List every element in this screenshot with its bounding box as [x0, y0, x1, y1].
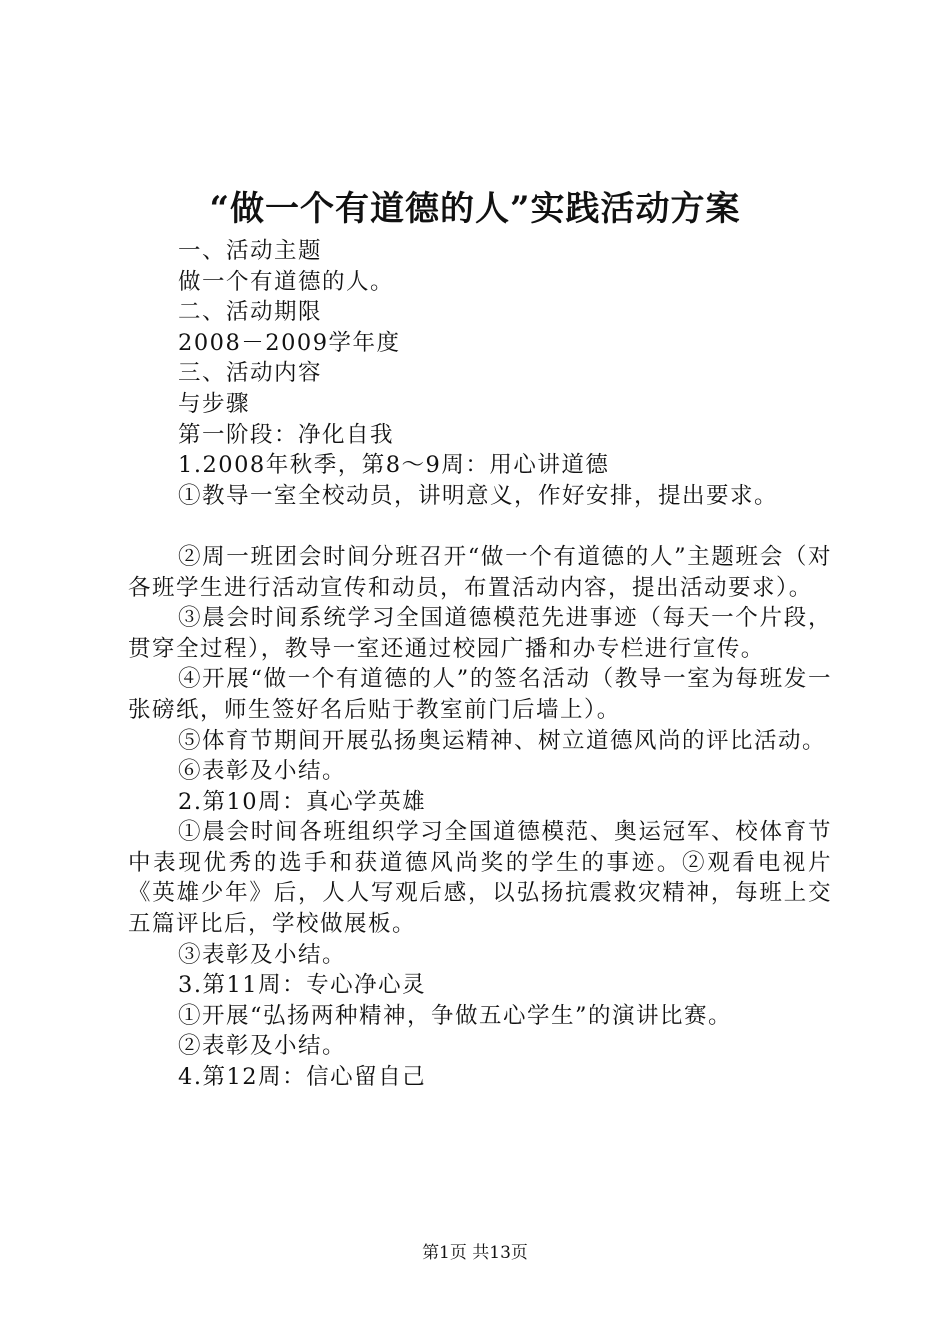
section-heading-content: 三、活动内容	[178, 360, 323, 387]
period-text: 2008－2009学年度	[178, 329, 401, 356]
page-footer: 第1页 共13页	[422, 1243, 528, 1263]
step-1-item-6: ⑥表彰及小结。	[178, 758, 347, 785]
step-1-item-5: ⑤体育节期间开展弘扬奥运精神、树立道德风尚的评比活动。	[178, 727, 827, 754]
step-3-item-2: ②表彰及小结。	[178, 1033, 347, 1060]
step-2-heading: 2.第10周：真心学英雄	[178, 788, 427, 815]
step-1-item-4: ④开展“做一个有道德的人”的签名活动（教导一室为每班发一张磅纸，师生签好名后贴于教室前门后墙上）。	[128, 666, 832, 723]
step-1-heading: 1.2008年秋季，第8～9周：用心讲道德	[178, 452, 610, 479]
theme-text: 做一个有道德的人。	[178, 268, 395, 295]
step-4-heading: 4.第12周：信心留自己	[178, 1064, 427, 1091]
blank-line	[128, 511, 832, 542]
document-body	[128, 236, 832, 1093]
stage-one-heading: 第一阶段：净化自我	[178, 421, 395, 448]
step-2-item-1: ①晨会时间各班组织学习全国道德模范、奥运冠军、校体育节中表现优秀的选手和获道德风尚奖的学生的事迹。②观看电视片《英雄少年》后，人人写观后感，以弘扬抗震救灾精神，每班上交五篇评比后，学校做展板。	[128, 819, 832, 938]
step-2-item-3: ③表彰及小结。	[178, 941, 347, 968]
section-heading-content-cont: 与步骤	[178, 390, 251, 417]
section-heading-period: 二、活动期限	[178, 299, 323, 326]
section-heading-theme: 一、活动主题	[178, 238, 323, 264]
document-title: “做一个有道德的人”实践活动方案	[209, 189, 741, 229]
step-3-item-1: ①开展“弘扬两种精神，争做五心学生”的演讲比赛。	[178, 1002, 733, 1029]
step-1-item-2: ②周一班团会时间分班召开“做一个有道德的人”主题班会（对各班学生进行活动宣传和动员，布置活动内容，提出活动要求）。	[128, 543, 832, 601]
step-3-heading: 3.第11周：专心净心灵	[178, 972, 427, 999]
step-1-item-3: ③晨会时间系统学习全国道德模范先进事迹（每天一个片段，贯穿全过程），教导一室还通过校园广播和办专栏进行宣传。	[128, 605, 832, 662]
step-1-item-1: ①教导一室全校动员，讲明意义，作好安排，提出要求。	[178, 482, 779, 509]
